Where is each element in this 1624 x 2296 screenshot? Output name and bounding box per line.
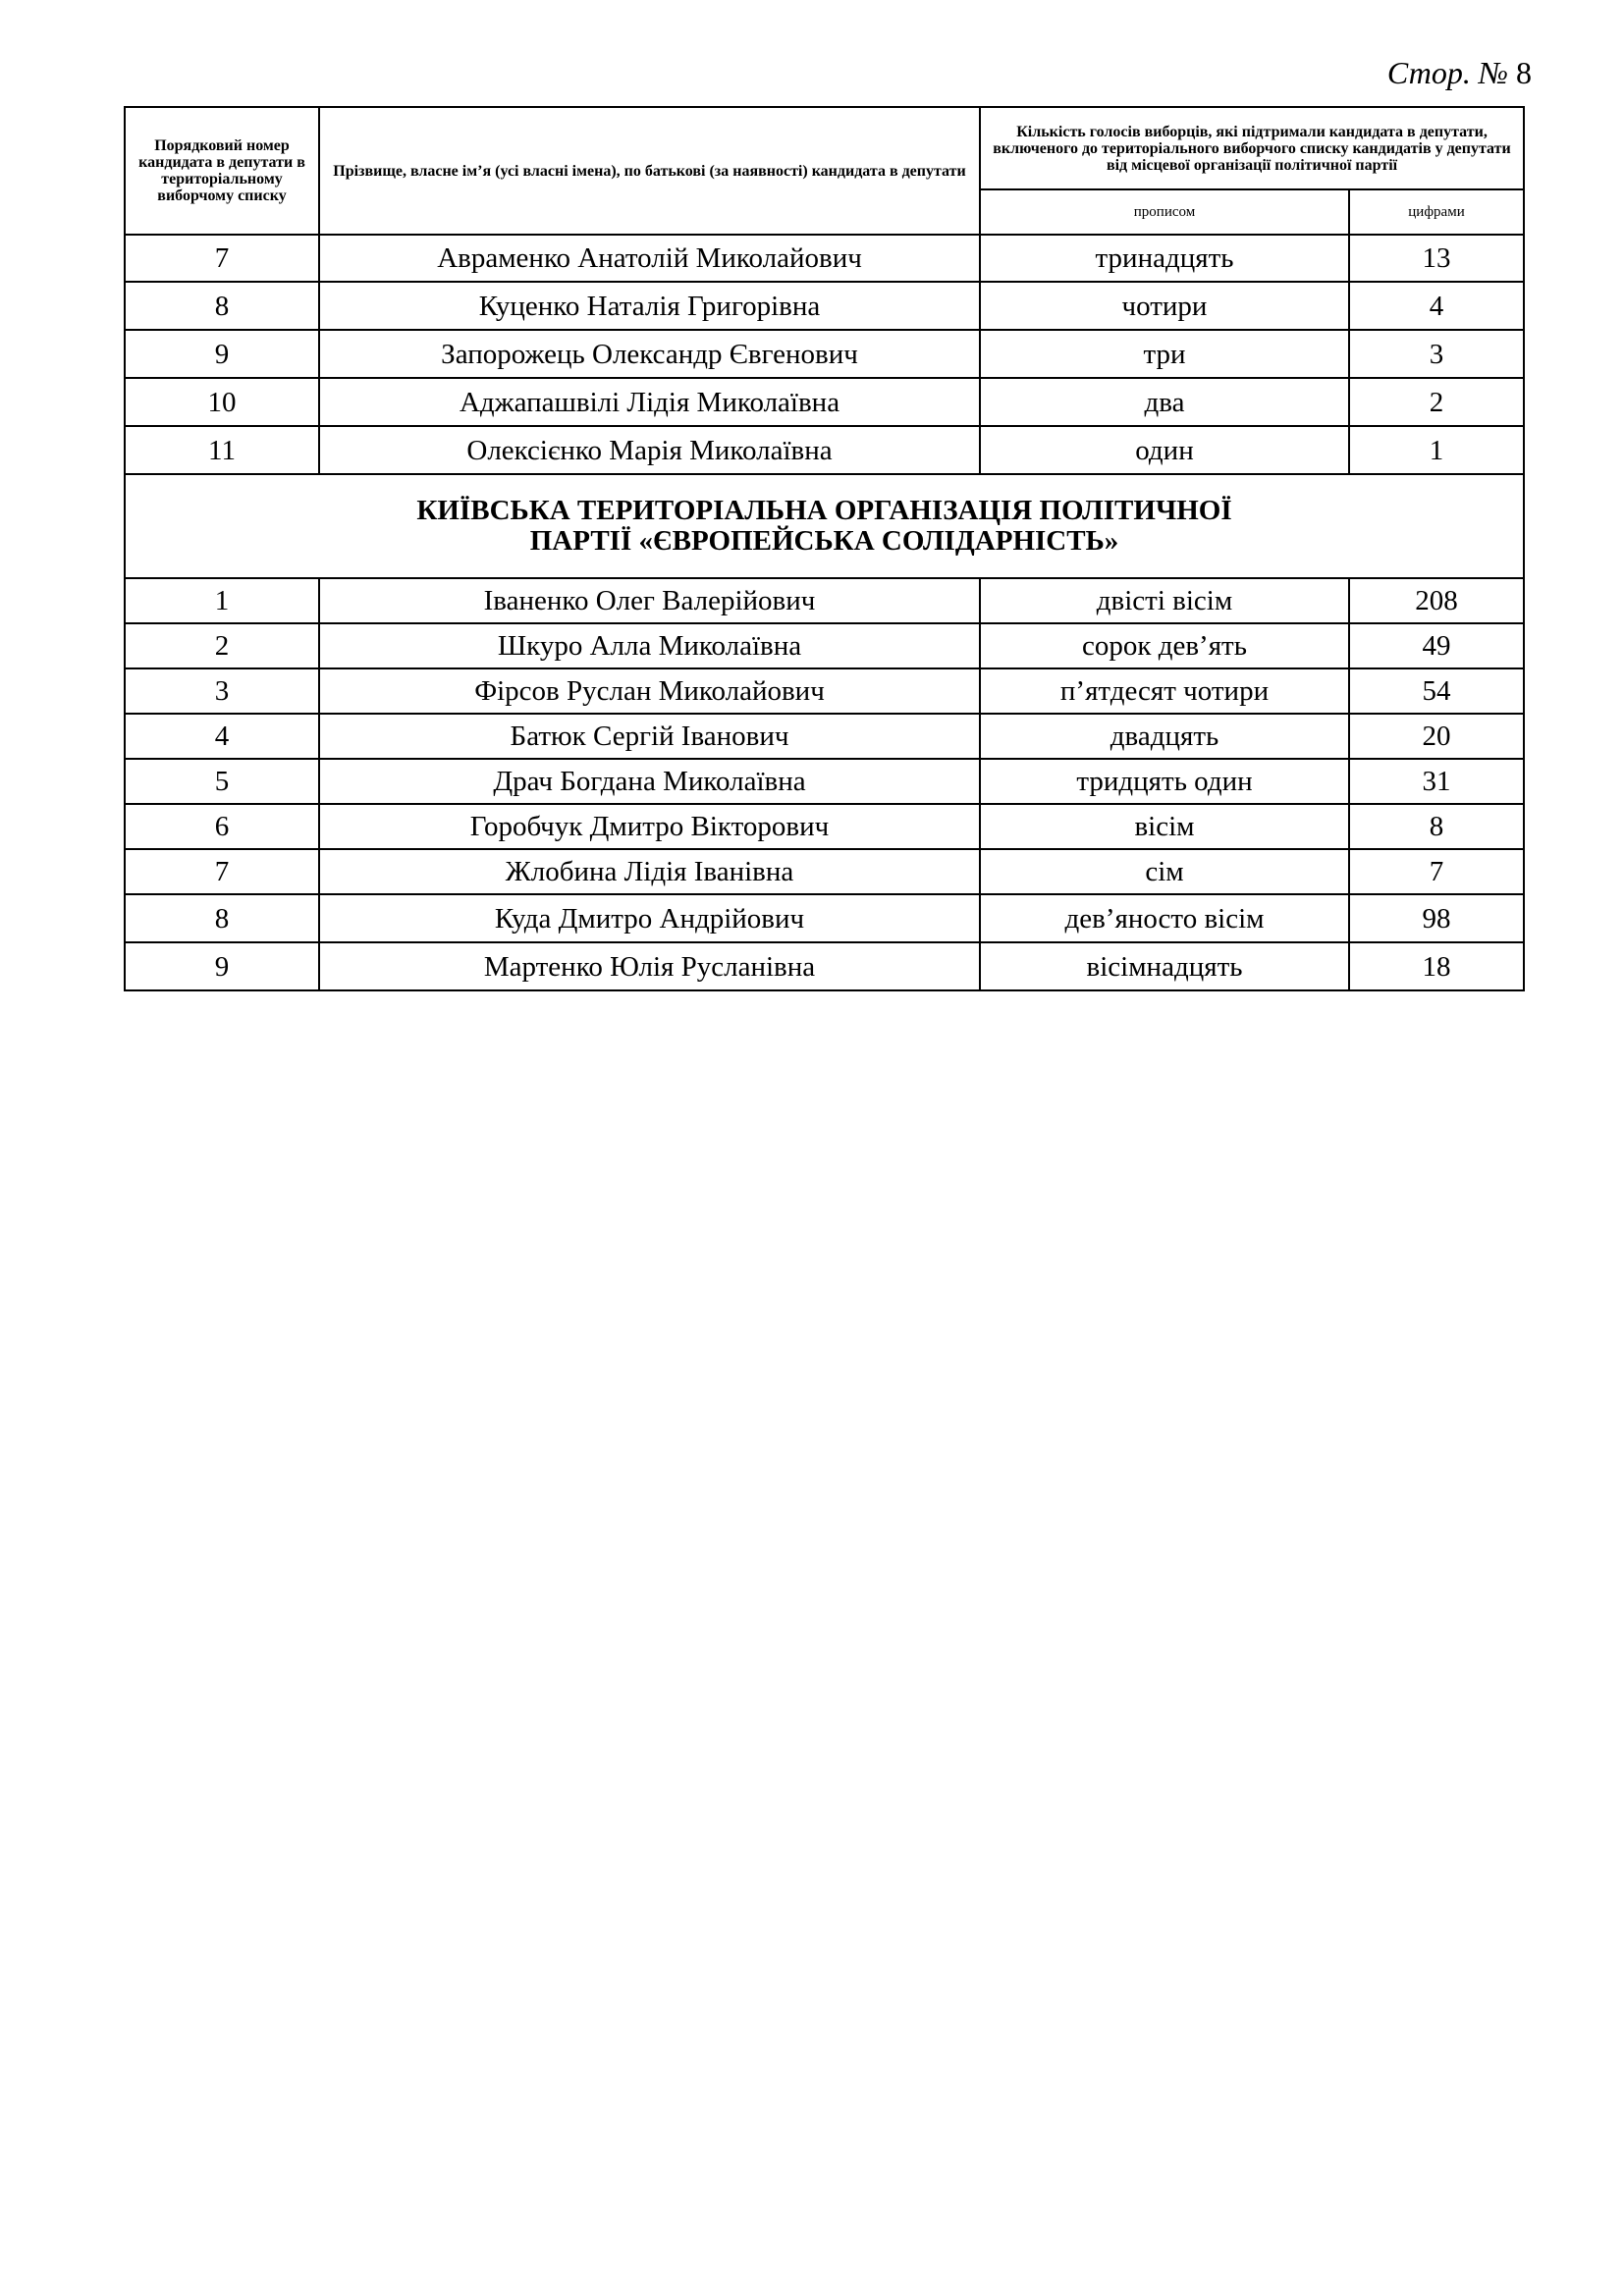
candidate-name-cell: Іваненко Олег Валерійович [319,578,980,623]
votes-in-words-cell: один [980,426,1349,474]
candidate-name-cell: Драч Богдана Миколаївна [319,759,980,804]
candidate-name-cell: Куценко Наталія Григорівна [319,282,980,330]
candidate-name-cell: Жлобина Лідія Іванівна [319,849,980,894]
candidate-name-cell: Олексієнко Марія Миколаївна [319,426,980,474]
header-name: Прізвище, власне ім’я (усі власні імена), по батькові (за наявності) кандидата в депутати [319,107,980,235]
header-number: Порядковий номер кандидата в депутати в територіальному виборчому списку [125,107,319,235]
table-row [125,714,1524,759]
table-row [125,849,1524,894]
section-heading-line-1: КИЇВСЬКА ТЕРИТОРІАЛЬНА ОРГАНІЗАЦІЯ ПОЛІТИЧНОЇ [416,495,1232,526]
votes-in-words-cell: вісім [980,804,1349,849]
candidate-number-cell: 11 [125,426,319,474]
page-number-value: 8 [1516,55,1532,90]
candidate-number-cell: 5 [125,759,319,804]
candidate-number-cell: 8 [125,282,319,330]
candidate-number-cell: 9 [125,942,319,990]
header-in-digits: цифрами [1349,189,1524,235]
candidate-name-cell: Горобчук Дмитро Вікторович [319,804,980,849]
candidate-name-cell: Мартенко Юлія Русланівна [319,942,980,990]
candidate-number-cell: 6 [125,804,319,849]
table-row [125,330,1524,378]
votes-in-words-cell: два [980,378,1349,426]
votes-in-words-cell: сорок дев’ять [980,623,1349,668]
votes-in-digits-cell: 98 [1349,894,1524,942]
table-row [125,759,1524,804]
votes-in-digits-cell: 3 [1349,330,1524,378]
table-row [125,894,1524,942]
votes-in-words-cell: сім [980,849,1349,894]
votes-in-digits-cell: 18 [1349,942,1524,990]
votes-in-digits-cell: 7 [1349,849,1524,894]
candidate-number-cell: 2 [125,623,319,668]
candidate-name-cell: Запорожець Олександр Євгенович [319,330,980,378]
votes-in-words-cell: чотири [980,282,1349,330]
table-row [125,668,1524,714]
table-row [125,426,1524,474]
group2-rows [125,578,1524,990]
candidate-number-cell: 7 [125,235,319,282]
header-in-words: прописом [980,189,1349,235]
table-row [125,235,1524,282]
section-heading [125,474,1524,578]
candidate-number-cell: 4 [125,714,319,759]
votes-in-digits-cell: 1 [1349,426,1524,474]
candidate-name-cell: Фірсов Руслан Миколайович [319,668,980,714]
candidate-number-cell: 7 [125,849,319,894]
table-row [125,578,1524,623]
candidate-name-cell: Авраменко Анатолій Миколайович [319,235,980,282]
page-number-label: Стор. № [1386,55,1508,90]
votes-in-digits-cell: 49 [1349,623,1524,668]
votes-in-words-cell: двісті вісім [980,578,1349,623]
votes-in-digits-cell: 8 [1349,804,1524,849]
table-row [125,282,1524,330]
header-votes: Кількість голосів виборців, які підтримали кандидата в депутати, включеного до територіального виборчого списку кандидатів у депутати від місцевої організації політичної партії [980,107,1524,189]
votes-in-digits-cell: 20 [1349,714,1524,759]
votes-in-digits-cell: 4 [1349,282,1524,330]
candidate-number-cell: 1 [125,578,319,623]
section-row [125,474,1524,578]
candidate-number-cell: 10 [125,378,319,426]
votes-in-digits-cell: 31 [1349,759,1524,804]
votes-in-words-cell: вісімнадцять [980,942,1349,990]
votes-in-words-cell: тридцять один [980,759,1349,804]
candidate-name-cell: Батюк Сергій Іванович [319,714,980,759]
votes-in-digits-cell: 54 [1349,668,1524,714]
votes-in-digits-cell: 208 [1349,578,1524,623]
candidate-number-cell: 8 [125,894,319,942]
votes-in-digits-cell: 13 [1349,235,1524,282]
section-heading-line-2: ПАРТІЇ «ЄВРОПЕЙСЬКА СОЛІДАРНІСТЬ» [529,525,1119,557]
results-table [124,106,1525,991]
candidate-name-cell: Аджапашвілі Лідія Миколаївна [319,378,980,426]
table-row [125,623,1524,668]
page-number [1387,55,1532,91]
votes-in-words-cell: тринадцять [980,235,1349,282]
votes-in-words-cell: п’ятдесят чотири [980,668,1349,714]
votes-in-words-cell: три [980,330,1349,378]
votes-in-words-cell: дев’яносто вісім [980,894,1349,942]
table-row [125,942,1524,990]
table-row [125,804,1524,849]
candidate-name-cell: Шкуро Алла Миколаївна [319,623,980,668]
candidate-number-cell: 3 [125,668,319,714]
candidate-number-cell: 9 [125,330,319,378]
table-row [125,378,1524,426]
group1-rows [125,235,1524,474]
votes-in-words-cell: двадцять [980,714,1349,759]
candidate-name-cell: Куда Дмитро Андрійович [319,894,980,942]
votes-in-digits-cell: 2 [1349,378,1524,426]
